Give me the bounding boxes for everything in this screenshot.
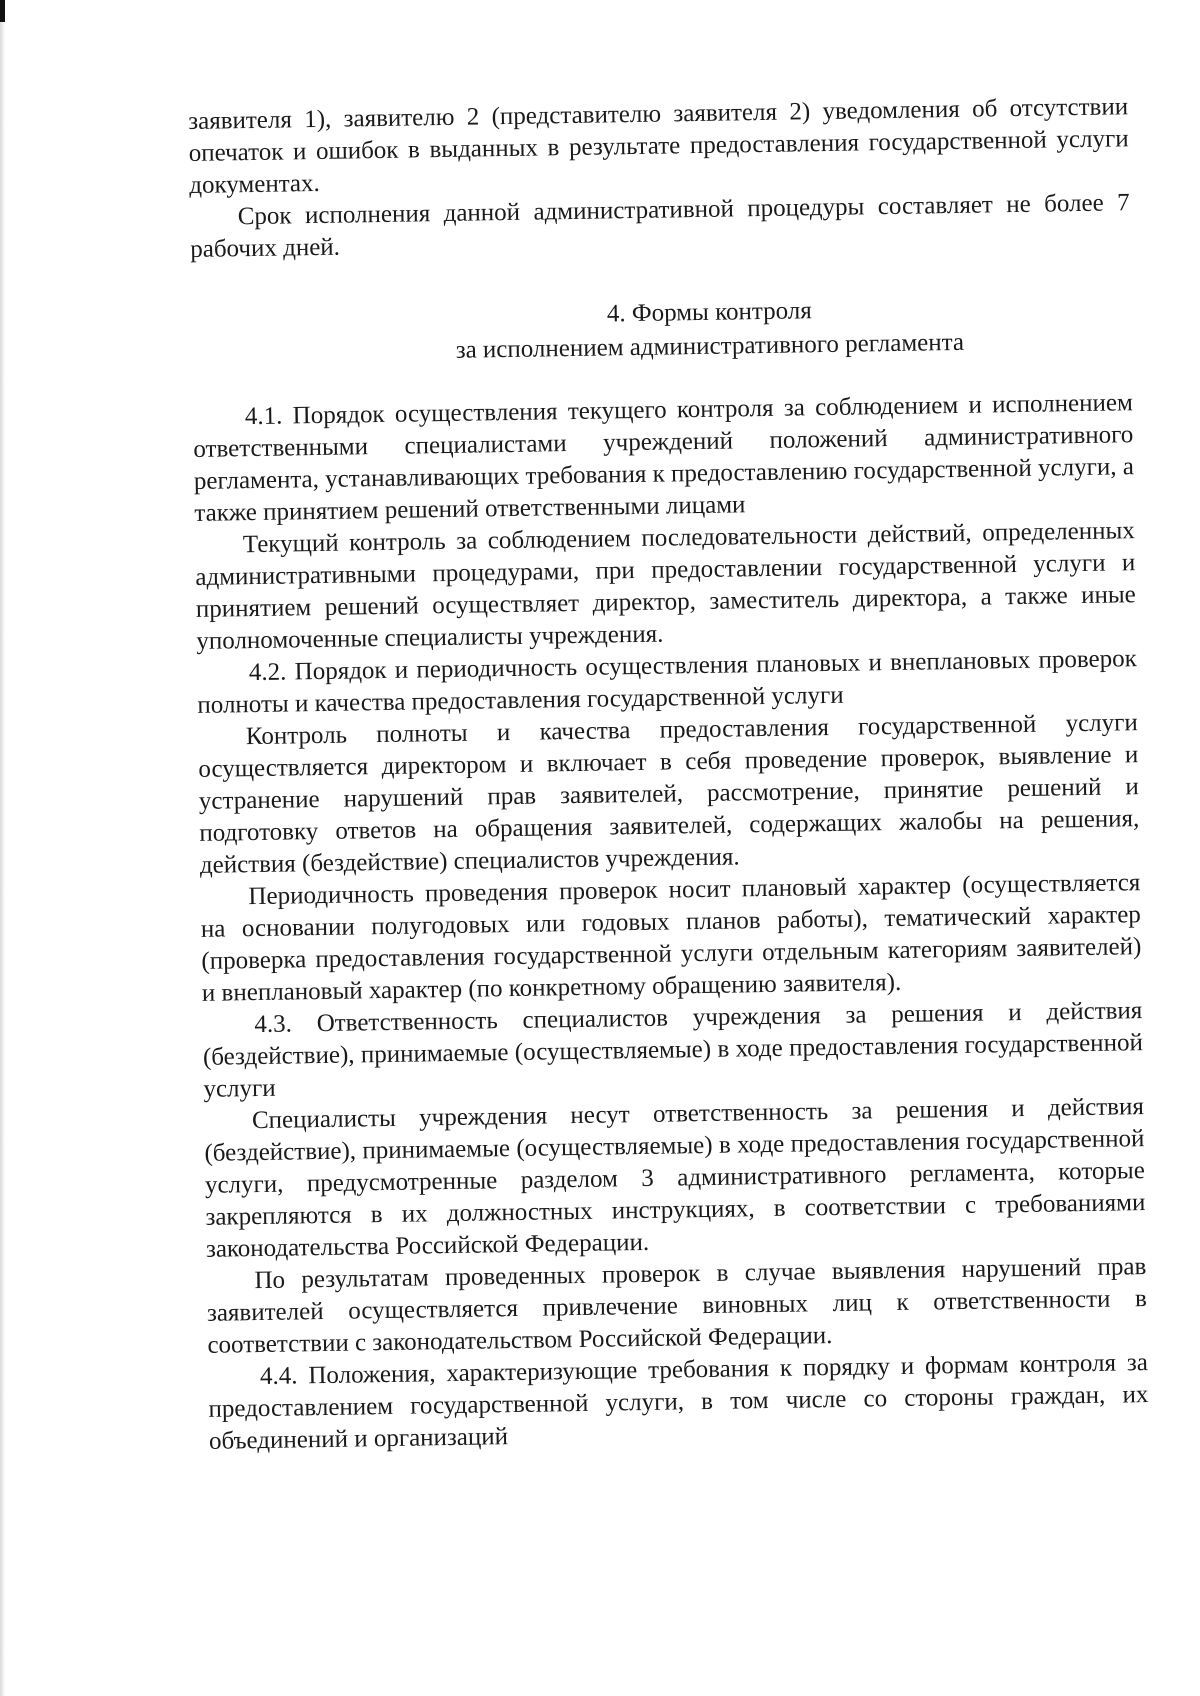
paragraph-4-3-body-2: По результатам проведенных проверок в случае выявления нарушений прав заявителей осуществляется привлечение виновных лиц к ответственности в соответствии с законодательством Российской Федерации. bbox=[206, 1253, 1148, 1359]
scan-left-edge bbox=[0, 0, 5, 1696]
intro-deadline-paragraph: Срок исполнения данной административной процедуры составляет не более 7 рабочих дней. bbox=[190, 189, 1130, 263]
paragraph-4-3-title: 4.3. Ответственность специалистов учреждения за решения и действия (бездействие), принимаемые (осуществляемые) в ходе предоставления государственной услуги bbox=[202, 997, 1144, 1103]
section-heading-line2: за исполнением административного регламента bbox=[455, 328, 965, 364]
paragraph-4-2-body-1: Контроль полноты и качества предоставления государственной услуги осуществляется директором и включает в себя проведение проверок, выявление и устранение нарушений прав заявителей, рассмотрение, принятие решений и подготовку ответов на обращения заявителей, содержащих жалобы на решения, действия (бездействие) специалистов учреждения. bbox=[198, 709, 1140, 879]
paragraph-4-1-body: Текущий контроль за соблюдением последовательности действий, определенных административными процедурами, при предоставлении государственной услуги и принятием решений осуществляет директор, заместитель директора, а также иные уполномоченные специалисты учреждения. bbox=[195, 517, 1137, 655]
paragraph-4-1-title: 4.1. Порядок осуществления текущего контроля за соблюдением и исполнением ответственными специалистами учреждений положений административного регламента, устанавливающих требования к предоставлению государственной услуги, а также принятием решений ответственными лицами bbox=[193, 389, 1135, 527]
scan-corner-mark bbox=[0, 0, 5, 22]
paragraph-4-2-body-2: Периодичность проведения проверок носит плановый характер (осуществляется на основании полугодовых или годовых планов работы), тематический характер (проверка предоставления государственной услуги отдельным категориям заявителей) и внеплановый характер (по конкретному обращению заявителя). bbox=[200, 869, 1142, 1007]
section-heading-line1: 4. Формы контроля bbox=[606, 297, 812, 328]
document-text bbox=[188, 91, 1149, 1458]
section-heading bbox=[287, 289, 1132, 370]
paragraph-4-3-body-1: Специалисты учреждения несут ответственность за решения и действия (бездействие), принимаемые (осуществляемые) в ходе предоставления государственной услуги, предусмотренные разделом 3 административного регламента, которые закрепляются в их должностных инструкциях, в соответствии с требованиями законодательства Российской Федерации. bbox=[204, 1093, 1146, 1263]
paragraph-4-2-title: 4.2. Порядок и периодичность осуществления плановых и внеплановых проверок полноты и качества предоставления государственной услуги bbox=[197, 645, 1138, 719]
intro-continuation-paragraph: заявителя 1), заявителю 2 (представителю заявителя 2) уведомления об отсутствии опечаток и ошибок в выданных в результате предоставления государственной услуги документах. bbox=[188, 93, 1129, 199]
paragraph-4-4-title: 4.4. Положения, характеризующие требования к порядку и формам контроля за предоставлением государственной услуги, в том числе со стороны граждан, их объединений и организаций bbox=[208, 1349, 1149, 1455]
